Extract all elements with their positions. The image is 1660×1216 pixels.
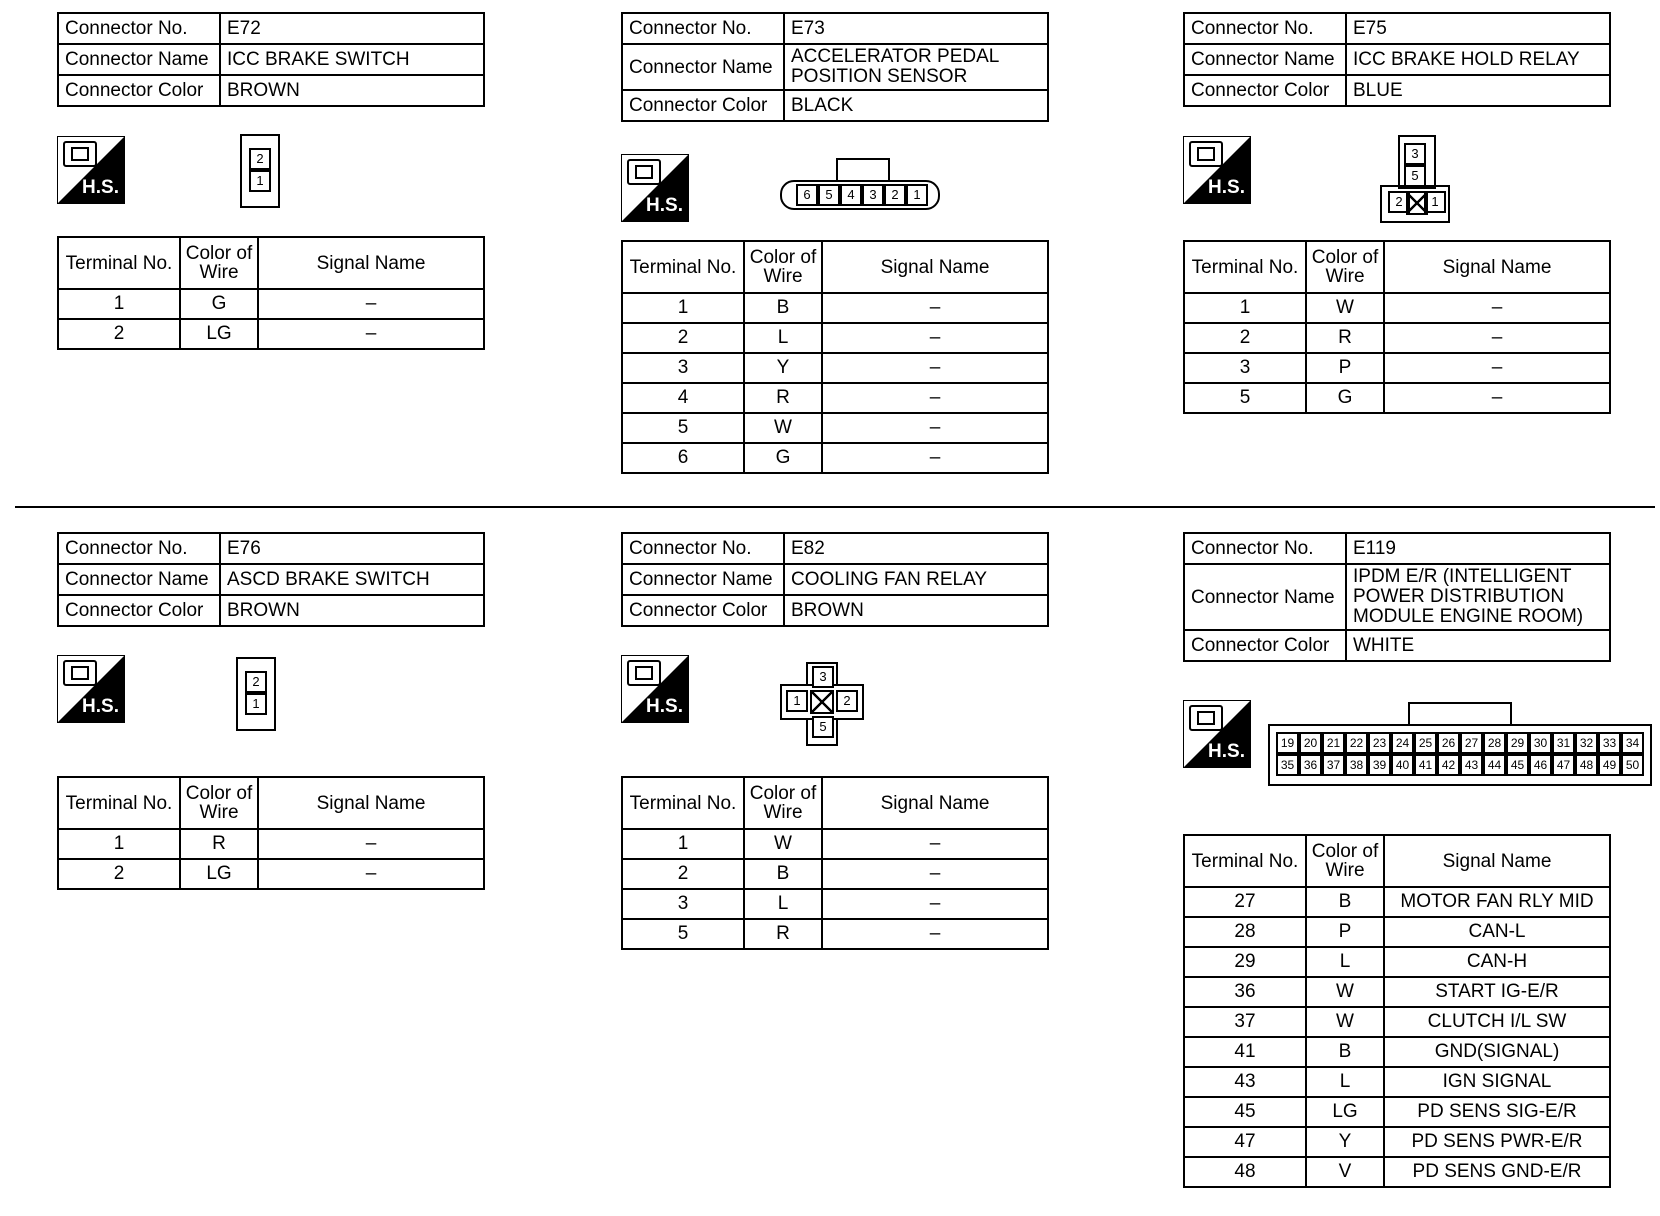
terminal-no: 6 [622, 443, 744, 473]
pin-cell: 2 [249, 148, 271, 170]
header-value-name: ACCELERATOR PEDAL POSITION SENSOR [784, 44, 1048, 90]
pin-cell: 20 [1299, 732, 1322, 754]
table-row [1184, 353, 1610, 383]
header-label-connector_no: Connector No. [58, 533, 220, 564]
harness-side-icon [1183, 136, 1251, 204]
header-value-no: E76 [220, 533, 484, 564]
pin-cell: 22 [1345, 732, 1368, 754]
pin-cell: 32 [1575, 732, 1598, 754]
table-row [1184, 383, 1610, 413]
pin-cell: 30 [1529, 732, 1552, 754]
signal-name: CAN-H [1384, 947, 1610, 977]
harness-side-icon [57, 655, 125, 723]
signal-name: – [822, 413, 1048, 443]
table-row [1184, 977, 1610, 1007]
wire-color: L [744, 889, 822, 919]
pin-cell: 26 [1437, 732, 1460, 754]
wire-color: L [1306, 947, 1384, 977]
table-row [622, 859, 1048, 889]
terminal-no: 3 [1184, 353, 1306, 383]
header-label-connector_name: Connector Name [1184, 44, 1346, 75]
pin-cell: 1 [906, 184, 928, 206]
signal-name: – [822, 919, 1048, 949]
terminal-no: 36 [1184, 977, 1306, 1007]
pin-cell: 3 [812, 666, 834, 688]
wire-color: P [1306, 353, 1384, 383]
table-row [1184, 917, 1610, 947]
header-value-color: WHITE [1346, 630, 1610, 661]
pin-cell: 6 [796, 184, 818, 206]
pin-cell: 5 [1404, 165, 1426, 187]
connector-face-E76 [236, 657, 276, 731]
connector-key [836, 158, 890, 182]
col-signal-name: Signal Name [258, 777, 484, 829]
wire-color: Y [1306, 1127, 1384, 1157]
connector-symbol-icon [627, 660, 661, 686]
signal-name: – [1384, 323, 1610, 353]
terminal-no: 4 [622, 383, 744, 413]
harness-side-icon [57, 136, 125, 204]
signal-name: – [258, 829, 484, 859]
connector-header-E82 [621, 532, 1049, 627]
hs-label: H.S. [646, 195, 683, 216]
connector-header-E75 [1183, 12, 1611, 107]
connector-symbol-icon [63, 141, 97, 167]
col-terminal-no: Terminal No. [58, 237, 180, 289]
wire-color: B [1306, 887, 1384, 917]
wire-color: R [744, 919, 822, 949]
header-label-connector_no: Connector No. [1184, 13, 1346, 44]
terminal-no: 2 [58, 859, 180, 889]
table-header-row [58, 237, 484, 289]
pin-cell: 43 [1460, 754, 1483, 776]
blank-pin-cross [1406, 191, 1428, 215]
signal-name: GND(SIGNAL) [1384, 1037, 1610, 1067]
terminal-no: 43 [1184, 1067, 1306, 1097]
wire-color: Y [744, 353, 822, 383]
pin-cell: 1 [1424, 191, 1446, 213]
terminal-no: 1 [58, 289, 180, 319]
terminal-table-E119 [1183, 834, 1611, 1188]
header-value-color: BLUE [1346, 75, 1610, 106]
header-value-color: BROWN [784, 595, 1048, 626]
wire-color: B [744, 293, 822, 323]
wire-color: R [180, 829, 258, 859]
wire-color: B [744, 859, 822, 889]
table-row [622, 323, 1048, 353]
connector-symbol-icon [1189, 141, 1223, 167]
table-row [1184, 293, 1610, 323]
col-signal-name: Signal Name [822, 777, 1048, 829]
terminal-no: 1 [622, 293, 744, 323]
header-label-connector_name: Connector Name [58, 564, 220, 595]
wire-color: P [1306, 917, 1384, 947]
header-value-name: ICC BRAKE HOLD RELAY [1346, 44, 1610, 75]
header-value-name: ICC BRAKE SWITCH [220, 44, 484, 75]
col-signal-name: Signal Name [258, 237, 484, 289]
connector-header-E72 [57, 12, 485, 107]
signal-name: – [822, 443, 1048, 473]
header-label-connector_name: Connector Name [622, 564, 784, 595]
header-label-connector_no: Connector No. [1184, 533, 1346, 564]
pin-cell: 24 [1391, 732, 1414, 754]
wire-color: W [744, 413, 822, 443]
table-row [1184, 1157, 1610, 1187]
col-color-of-wire: Color of Wire [744, 241, 822, 293]
hs-label: H.S. [646, 696, 683, 717]
pin-cell: 29 [1506, 732, 1529, 754]
header-value-no: E82 [784, 533, 1048, 564]
pin-cell: 38 [1345, 754, 1368, 776]
signal-name: – [258, 289, 484, 319]
terminal-no: 5 [622, 919, 744, 949]
wire-color: R [1306, 323, 1384, 353]
terminal-no: 2 [622, 859, 744, 889]
header-label-connector_name: Connector Name [622, 44, 784, 90]
connector-face-E119 [1268, 702, 1652, 786]
wire-color: L [744, 323, 822, 353]
pin-cell: 46 [1529, 754, 1552, 776]
blank-pin-cross [810, 690, 834, 714]
terminal-no: 45 [1184, 1097, 1306, 1127]
connector-key [1408, 702, 1512, 726]
table-row [58, 289, 484, 319]
table-row [622, 919, 1048, 949]
terminal-no: 1 [58, 829, 180, 859]
pin-cell: 37 [1322, 754, 1345, 776]
terminal-no: 2 [622, 323, 744, 353]
table-row [622, 413, 1048, 443]
signal-name: START IG-E/R [1384, 977, 1610, 1007]
header-value-name: COOLING FAN RELAY [784, 564, 1048, 595]
wire-color: LG [1306, 1097, 1384, 1127]
signal-name: PD SENS SIG-E/R [1384, 1097, 1610, 1127]
header-value-no: E119 [1346, 533, 1610, 564]
hs-label: H.S. [1208, 741, 1245, 762]
terminal-table-E72 [57, 236, 485, 350]
pin-cell: 23 [1368, 732, 1391, 754]
pin-cell: 1 [249, 170, 271, 192]
wire-color: L [1306, 1067, 1384, 1097]
terminal-no: 27 [1184, 887, 1306, 917]
header-value-color: BLACK [784, 90, 1048, 121]
table-row [1184, 1007, 1610, 1037]
terminal-table-E75 [1183, 240, 1611, 414]
connector-symbol-icon [627, 159, 661, 185]
table-header-row [1184, 241, 1610, 293]
signal-name: – [822, 889, 1048, 919]
pin-cell: 50 [1621, 754, 1644, 776]
table-row [622, 293, 1048, 323]
pin-cell: 2 [884, 184, 906, 206]
pin-cell: 2 [836, 690, 858, 712]
col-color-of-wire: Color of Wire [180, 777, 258, 829]
terminal-no: 48 [1184, 1157, 1306, 1187]
hs-label: H.S. [82, 177, 119, 198]
terminal-no: 2 [1184, 323, 1306, 353]
table-row [622, 443, 1048, 473]
wire-color: B [1306, 1037, 1384, 1067]
header-value-no: E75 [1346, 13, 1610, 44]
col-color-of-wire: Color of Wire [1306, 241, 1384, 293]
wire-color: LG [180, 859, 258, 889]
header-label-connector_color: Connector Color [622, 595, 784, 626]
pin-cell: 34 [1621, 732, 1644, 754]
col-signal-name: Signal Name [1384, 835, 1610, 887]
signal-name: – [1384, 353, 1610, 383]
pin-cell: 44 [1483, 754, 1506, 776]
pin-cell: 49 [1598, 754, 1621, 776]
terminal-table-E73 [621, 240, 1049, 474]
harness-side-icon [621, 154, 689, 222]
col-signal-name: Signal Name [1384, 241, 1610, 293]
wire-color: G [1306, 383, 1384, 413]
table-row [622, 353, 1048, 383]
signal-name: – [822, 383, 1048, 413]
signal-name: – [258, 859, 484, 889]
hs-label: H.S. [1208, 177, 1245, 198]
wire-color: W [1306, 1007, 1384, 1037]
pin-cell: 4 [840, 184, 862, 206]
table-header-row [58, 777, 484, 829]
harness-side-icon [621, 655, 689, 723]
pin-cell: 5 [812, 716, 834, 738]
signal-name: – [822, 293, 1048, 323]
table-row [622, 829, 1048, 859]
terminal-no: 5 [622, 413, 744, 443]
table-row [58, 319, 484, 349]
terminal-no: 1 [622, 829, 744, 859]
signal-name: – [822, 829, 1048, 859]
pin-cell: 1 [245, 693, 267, 715]
signal-name: PD SENS PWR-E/R [1384, 1127, 1610, 1157]
terminal-no: 28 [1184, 917, 1306, 947]
pin-cell: 35 [1276, 754, 1299, 776]
pin-cell: 48 [1575, 754, 1598, 776]
terminal-no: 5 [1184, 383, 1306, 413]
col-signal-name: Signal Name [822, 241, 1048, 293]
header-label-connector_color: Connector Color [58, 75, 220, 106]
col-terminal-no: Terminal No. [1184, 835, 1306, 887]
wire-color: V [1306, 1157, 1384, 1187]
terminal-no: 41 [1184, 1037, 1306, 1067]
wire-color: W [1306, 977, 1384, 1007]
pin-cell: 39 [1368, 754, 1391, 776]
pin-cell: 28 [1483, 732, 1506, 754]
header-label-connector_no: Connector No. [622, 13, 784, 44]
table-row [1184, 323, 1610, 353]
pin-cell: 47 [1552, 754, 1575, 776]
col-terminal-no: Terminal No. [622, 777, 744, 829]
table-header-row [622, 777, 1048, 829]
pin-cell: 45 [1506, 754, 1529, 776]
header-value-no: E72 [220, 13, 484, 44]
header-label-connector_name: Connector Name [1184, 564, 1346, 630]
table-row [1184, 1097, 1610, 1127]
header-label-connector_color: Connector Color [622, 90, 784, 121]
wire-color: G [744, 443, 822, 473]
table-row [1184, 1067, 1610, 1097]
terminal-no: 29 [1184, 947, 1306, 977]
header-label-connector_color: Connector Color [1184, 75, 1346, 106]
header-label-connector_color: Connector Color [1184, 630, 1346, 661]
terminal-no: 1 [1184, 293, 1306, 323]
table-header-row [622, 241, 1048, 293]
signal-name: CAN-L [1384, 917, 1610, 947]
wire-color: LG [180, 319, 258, 349]
pin-cell: 41 [1414, 754, 1437, 776]
wire-color: W [1306, 293, 1384, 323]
terminal-no: 3 [622, 889, 744, 919]
terminal-no: 37 [1184, 1007, 1306, 1037]
pin-cell: 42 [1437, 754, 1460, 776]
signal-name: MOTOR FAN RLY MID [1384, 887, 1610, 917]
pin-cell: 25 [1414, 732, 1437, 754]
signal-name: CLUTCH I/L SW [1384, 1007, 1610, 1037]
table-row [622, 889, 1048, 919]
signal-name: PD SENS GND-E/R [1384, 1157, 1610, 1187]
terminal-no: 2 [58, 319, 180, 349]
header-label-connector_name: Connector Name [58, 44, 220, 75]
header-value-no: E73 [784, 13, 1048, 44]
table-row [1184, 1127, 1610, 1157]
signal-name: – [822, 323, 1048, 353]
table-row [1184, 887, 1610, 917]
pin-cell: 31 [1552, 732, 1575, 754]
signal-name: – [258, 319, 484, 349]
section-divider [15, 506, 1655, 508]
connector-header-E119 [1183, 532, 1611, 662]
table-row [1184, 947, 1610, 977]
header-value-name: ASCD BRAKE SWITCH [220, 564, 484, 595]
table-row [58, 859, 484, 889]
signal-name: IGN SIGNAL [1384, 1067, 1610, 1097]
connector-face-E72 [240, 134, 280, 208]
signal-name: – [1384, 293, 1610, 323]
pin-cell: 3 [862, 184, 884, 206]
header-label-connector_color: Connector Color [58, 595, 220, 626]
connector-face-E75 [1380, 135, 1450, 223]
connector-header-E76 [57, 532, 485, 627]
header-label-connector_no: Connector No. [58, 13, 220, 44]
pin-cell: 2 [245, 671, 267, 693]
header-label-connector_no: Connector No. [622, 533, 784, 564]
terminal-no: 47 [1184, 1127, 1306, 1157]
harness-side-icon [1183, 700, 1251, 768]
col-color-of-wire: Color of Wire [1306, 835, 1384, 887]
hs-label: H.S. [82, 696, 119, 717]
connector-face-E73 [780, 152, 940, 208]
terminal-table-E82 [621, 776, 1049, 950]
header-value-color: BROWN [220, 75, 484, 106]
table-row [622, 383, 1048, 413]
connector-header-E73 [621, 12, 1049, 122]
col-color-of-wire: Color of Wire [180, 237, 258, 289]
table-header-row [1184, 835, 1610, 887]
col-terminal-no: Terminal No. [58, 777, 180, 829]
table-row [58, 829, 484, 859]
pin-cell: 27 [1460, 732, 1483, 754]
connector-symbol-icon [63, 660, 97, 686]
pin-cell: 3 [1404, 143, 1426, 165]
pin-cell: 1 [786, 690, 808, 712]
signal-name: – [1384, 383, 1610, 413]
col-terminal-no: Terminal No. [622, 241, 744, 293]
terminal-no: 3 [622, 353, 744, 383]
pin-cell: 5 [818, 184, 840, 206]
pin-cell: 40 [1391, 754, 1414, 776]
pin-cell: 36 [1299, 754, 1322, 776]
signal-name: – [822, 353, 1048, 383]
wire-color: W [744, 829, 822, 859]
pin-cell: 21 [1322, 732, 1345, 754]
table-row [1184, 1037, 1610, 1067]
connector-face-E82 [780, 662, 864, 746]
pin-cell: 2 [1388, 191, 1410, 213]
connector-symbol-icon [1189, 705, 1223, 731]
header-value-color: BROWN [220, 595, 484, 626]
header-value-name: IPDM E/R (INTELLIGENT POWER DISTRIBUTION MODULE ENGINE ROOM) [1346, 564, 1610, 630]
signal-name: – [822, 859, 1048, 889]
terminal-table-E76 [57, 776, 485, 890]
col-terminal-no: Terminal No. [1184, 241, 1306, 293]
wire-color: R [744, 383, 822, 413]
wire-color: G [180, 289, 258, 319]
pin-cell: 33 [1598, 732, 1621, 754]
pin-cell: 19 [1276, 732, 1299, 754]
col-color-of-wire: Color of Wire [744, 777, 822, 829]
